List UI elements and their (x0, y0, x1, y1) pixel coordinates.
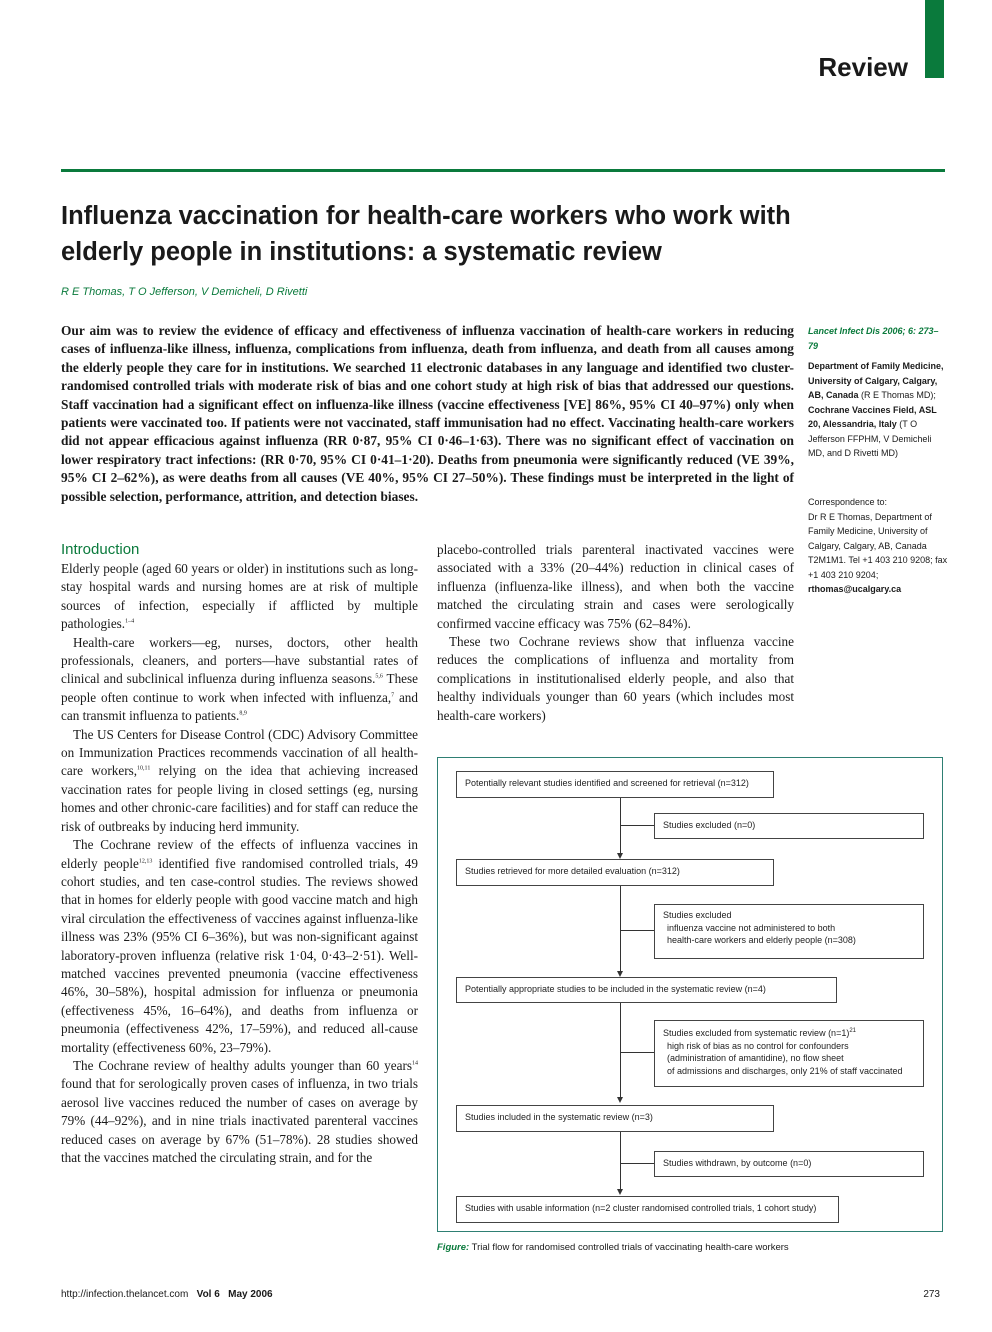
intro-p3a-text: The US Centers for Disease Control (CDC) Advisory Committee on Immunization Practices recommends vaccination of all health-care workers, (61, 726, 418, 779)
intro-p2c-text: and can transmit influenza to patients. (61, 689, 418, 724)
arrow-down-icon (617, 1189, 623, 1195)
excluded-2-title: Studies excluded (663, 910, 732, 920)
connector-line (620, 930, 654, 931)
col2-paragraph-2: These two Cochrane reviews show that influenza vaccine reduces the complications of influenza and mortality from complications in institutionalised elderly people, and also that healthy individuals younger than 60 years (which includes most health-care workers) (437, 634, 794, 723)
article-title: Influenza vaccination for health-care workers who work with elderly people in institutions: a systematic review (61, 202, 791, 266)
intro-paragraph-4 (61, 836, 418, 1057)
intro-paragraph-5 (61, 1057, 418, 1167)
body-column-2 (437, 541, 794, 746)
flow-box-excluded-1: Studies excluded (n=0) (654, 813, 924, 839)
flow-box-withdrawn: Studies withdrawn, by outcome (n=0) (654, 1151, 924, 1177)
correspondence (808, 495, 948, 597)
intro-paragraph-1 (61, 560, 418, 634)
section-color-bar (925, 0, 944, 78)
connector-line (620, 1052, 654, 1053)
intro-p2a-text: Health-care workers—eg, nurses, doctors, other health professionals, cleaners, and porters—have substantial rates of clinical and subclinical influenza during influenza seasons. (61, 634, 418, 687)
intro-p3b-text: relying on the idea that achieving increased vaccination rates for people living in closed settings (eg, nursing homes and other chronic-care facilities) and for staff can reduce the risk of outbreaks by inducing herd immunity. (61, 763, 418, 834)
footer-url[interactable]: http://infection.thelancet.com (61, 1289, 189, 1300)
intro-p2b-text: These people often continue to work when infected with influenza, (61, 671, 418, 705)
intro-p5b-text: found that for serologically proven cases of influenza, in two trials aerosol live vaccines reduced the number of cases on average by 79% (44–92%), and in nine trials inactivated parenteral vaccines reduced cases on average by 67% (51–78%). 28 studies showed that the vaccines matched the circulating strain, and for the (61, 1076, 418, 1165)
col2-paragraph-1: placebo-controlled trials parenteral inactivated vaccines were associated with a 33% (20–44%) reduction in clinical cases of influenza (influenza-like illness), and when both the vaccine matched the circulating strain and cases were serologically confirmed vaccine efficacy was 75% (62–84%). (437, 542, 794, 631)
excluded-2-line-2: health-care workers and elderly people (n=308) (667, 935, 856, 945)
affiliation-1-name: Department of Family Medicine, University of Calgary, Calgary, AB, Canada (808, 361, 944, 400)
reference-superscript: 7 (391, 692, 395, 699)
footer-volume: Vol 6 (196, 1289, 220, 1300)
excluded-3-line-2: (administration of amantidine), no flow sheet (667, 1053, 844, 1063)
reference-superscript: 5,6 (375, 674, 383, 681)
intro-p4a-text: The Cochrane review of the effects of influenza vaccines in elderly people (61, 837, 418, 871)
excluded-3-title: Studies excluded from systematic review (n=1) (663, 1028, 850, 1038)
affiliation-2-people: (T O Jefferson FFPHM, V Demicheli MD, and D Rivetti MD) (808, 419, 932, 458)
intro-p4b-text: identified five randomised controlled trials, 49 cohort studies, and ten case-control studies. The reviews showed that in homes for elderly people with good vaccine match and high viral circulation the effectiveness of vaccines against influenza-like illness was 23% (95% CI 6–36%), but was non-significant against laboratory-proven influenza (relative risk 1·04, 0·43–2·51). Well-matched vaccines prevented pneumonia (vaccine effectiveness 46%, 30–58%), hospital admission for influenza or pneumonia (effectiveness 45%, 16–64%), and deaths from influenza or pneumonia (effectiveness 42%, 17–59%), and reduced all-cause mortality (effectiveness 60%, 23–79%). (61, 855, 418, 1055)
connector-line (620, 825, 654, 826)
flow-box-excluded-3 (654, 1020, 924, 1087)
intro-p1-text: Elderly people (aged 60 years or older) in institutions such as long-stay hospital wards and nursing homes are at risk of multiple sources of infection, especially if afflicted by multiple pathologies. (61, 561, 418, 632)
flow-box-usable: Studies with usable information (n=2 cluster randomised controlled trials, 1 cohort study) (456, 1196, 839, 1223)
reference-superscript: 1–4 (125, 618, 135, 625)
flow-box-retrieved: Studies retrieved for more detailed evaluation (n=312) (456, 859, 774, 886)
correspondence-email[interactable]: rthomas@ucalgary.ca (808, 584, 902, 594)
flow-box-included: Studies included in the systematic review (n=3) (456, 1105, 774, 1132)
connector-line (620, 1002, 621, 1097)
excluded-3-line-3: of admissions and discharges, only 21% of staff vaccinated (667, 1065, 903, 1076)
section-label: Review (818, 52, 908, 82)
flow-diagram-figure (437, 757, 943, 1232)
journal-reference: Lancet Infect Dis 2006; 6: 273–79 (808, 326, 939, 351)
page-number: 273 (923, 1289, 940, 1300)
excluded-3-line-1: high risk of bias as no control for confounders (667, 1040, 849, 1051)
reference-superscript: 21 (849, 1028, 857, 1034)
footer-date: May 2006 (228, 1289, 273, 1300)
affiliations (808, 359, 948, 461)
correspondence-text: Dr R E Thomas, Department of Family Medicine, University of Calgary, Calgary, AB, Canada T2M1M1. Tel +1 403 210 9208; fax +1 403 210 9204; (808, 511, 948, 580)
correspondence-label: Correspondence to: (808, 497, 888, 507)
intro-p5a-text: The Cochrane review of healthy adults younger than 60 years (73, 1057, 412, 1073)
connector-line (620, 885, 621, 971)
reference-superscript: 14 (412, 1060, 418, 1067)
abstract: Our aim was to review the evidence of efficacy and effectiveness of influenza vaccination of health-care workers in reducing cases of influenza-like illness, influenza, complications from influenza, death from influenza, and death from all causes among the elderly people they care for in institutions. We searched 11 electronic databases in any language and identified two cluster-randomised controlled trials with moderate risk of bias and one cohort study at high risk of bias that addressed our questions. Staff vaccination had a significant effect on influenza-like illness (vaccine effectiveness [VE] 86%, 95% CI 40–97%) only when patients were vaccinated too. If patients were not vaccinated, staff immunisation had no effect. Vaccinating health-care workers did not appear efficacious against influenza (RR 0·87, 95% CI 0·46–1·63). There was no significant effect of vaccination on lower respiratory tract infections: (RR 0·70, 95% CI 0·41–1·20). Deaths from pneumonia were significantly reduced (VE 39%, 95% CI 2–62%), as were deaths from all causes (VE 40%, 95% CI 27–50%). These findings must be interpreted in the light of possible selection, performance, attrition, and detection biases. (61, 323, 794, 504)
flow-box-identified: Potentially relevant studies identified and screened for retrieval (n=312) (456, 771, 774, 798)
author-list: R E Thomas, T O Jefferson, V Demicheli, D Rivetti (61, 286, 308, 298)
reference-superscript: 12,13 (138, 858, 153, 865)
intro-paragraph-3 (61, 726, 418, 836)
arrow-down-icon (617, 1097, 623, 1103)
figure-caption-label: Figure: (437, 1242, 470, 1253)
flow-box-appropriate: Potentially appropriate studies to be included in the systematic review (n=4) (456, 977, 837, 1003)
reference-superscript: 8,9 (239, 710, 247, 717)
introduction-heading: Introduction (61, 541, 140, 558)
header-rule (61, 169, 945, 172)
affiliation-2-name: Cochrane Vaccines Field, ASL 20, Alessandria, Italy (808, 404, 937, 429)
affiliation-1-people: (R E Thomas MD); (861, 390, 936, 400)
connector-line (620, 1131, 621, 1193)
reference-superscript: 10,11 (137, 766, 151, 773)
figure-caption (437, 1242, 789, 1253)
flow-box-excluded-2 (654, 904, 924, 959)
footer (61, 1289, 273, 1300)
intro-paragraph-2 (61, 634, 418, 726)
connector-line (620, 1163, 654, 1164)
body-column-1 (61, 541, 418, 1261)
excluded-2-line-1: influenza vaccine not administered to both (667, 922, 836, 933)
figure-caption-text: Trial flow for randomised controlled trials of vaccinating health-care workers (469, 1242, 789, 1253)
